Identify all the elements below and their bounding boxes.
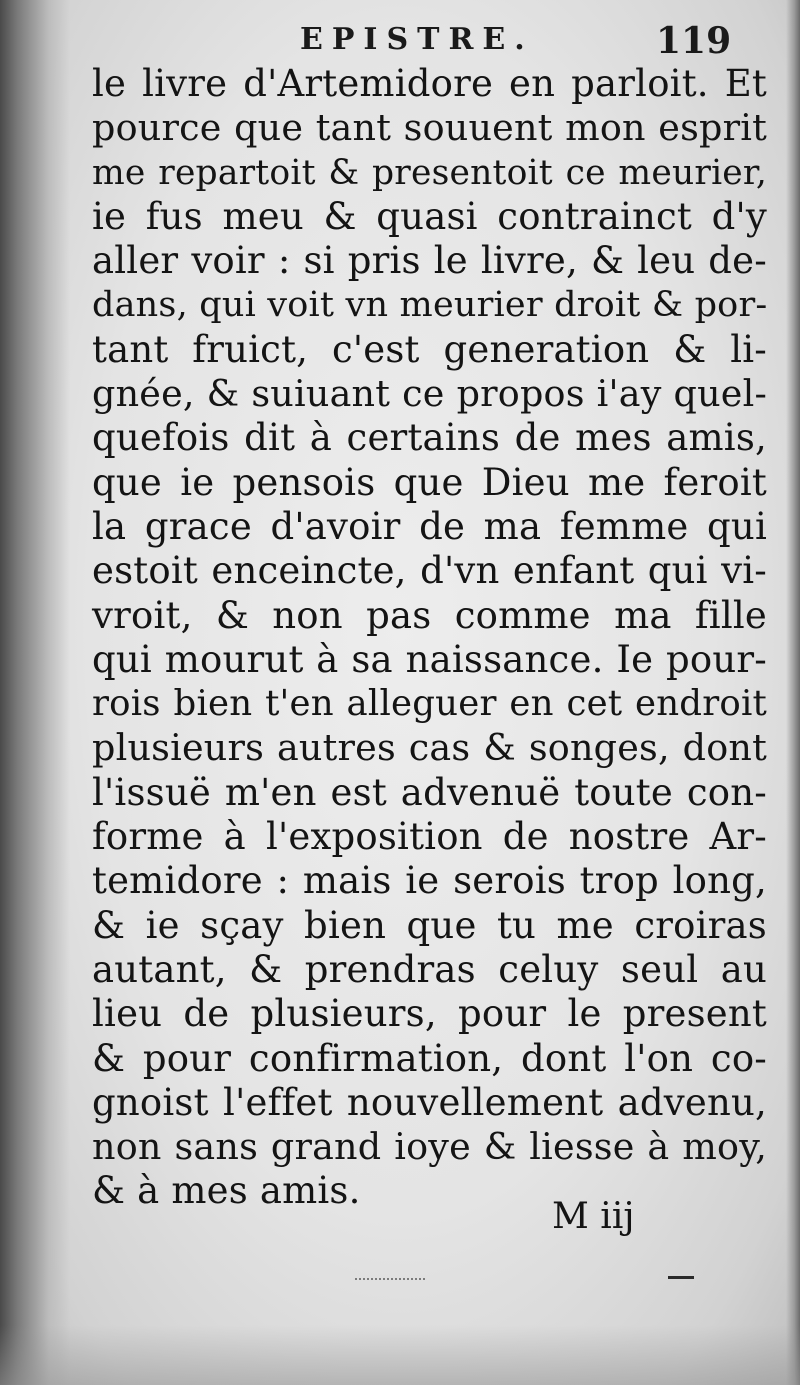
- text-line: non sans grand ioye & liesse à moy,: [92, 1125, 767, 1169]
- text-line: & pour confirmation, dont l'on co-: [92, 1036, 767, 1080]
- gutter-shadow: [0, 0, 70, 1385]
- text-line: gnée, & suiuant ce propos i'ay quel-: [92, 372, 767, 416]
- text-line: me repartoit & presentoit ce meurier,: [92, 152, 767, 193]
- text-line: gnoist l'effet nouvellement advenu,: [92, 1080, 767, 1124]
- signature-mark: M iij: [552, 1196, 635, 1237]
- page-bottom-shade: [0, 1325, 800, 1385]
- text-line: quefois dit à certains de mes amis,: [92, 416, 767, 460]
- text-line: lieu de plusieurs, pour le present: [92, 992, 767, 1036]
- ornament: [355, 1272, 425, 1280]
- text-line: estoit enceincte, d'vn enfant qui vi-: [92, 549, 767, 593]
- text-line: que ie pensois que Dieu me feroit: [92, 460, 767, 504]
- text-line-last: & à mes amis.: [92, 1169, 361, 1213]
- text-line: pource que tant souuent mon esprit: [92, 106, 767, 150]
- text-line: l'issuë m'en est advenuë toute con-: [92, 770, 767, 814]
- text-line: temidore : mais ie serois trop long,: [92, 859, 767, 903]
- text-line: forme à l'exposition de nostre Ar-: [92, 815, 767, 859]
- text-line: la grace d'avoir de ma femme qui: [92, 504, 767, 548]
- text-line: vroit, & non pas comme ma fille: [92, 593, 767, 637]
- text-line: dans, qui voit vn meurier droit & por-: [92, 285, 768, 326]
- text-line: rois bien t'en alleguer en cet endroit: [92, 683, 767, 725]
- text-line: qui mourut à sa naissance. Ie pour-: [92, 637, 767, 681]
- running-head: EPISTRE.: [300, 22, 534, 57]
- text-line: autant, & prendras celuy seul au: [92, 947, 767, 991]
- text-line: tant fruict, c'est generation & li-: [92, 327, 767, 371]
- page-mark: [668, 1276, 694, 1279]
- text-line: ie fus meu & quasi contrainct d'y: [92, 194, 767, 238]
- page-edge: [786, 0, 800, 1385]
- body-text: [92, 62, 767, 1214]
- text-line: aller voir : si pris le livre, & leu de-: [92, 239, 767, 283]
- page-number: 119: [656, 20, 732, 62]
- text-line: le livre d'Artemidore en parloit. Et: [92, 62, 767, 105]
- text-line: & ie sçay bien que tu me croiras: [92, 903, 767, 947]
- text-line: plusieurs autres cas & songes, dont: [92, 726, 767, 770]
